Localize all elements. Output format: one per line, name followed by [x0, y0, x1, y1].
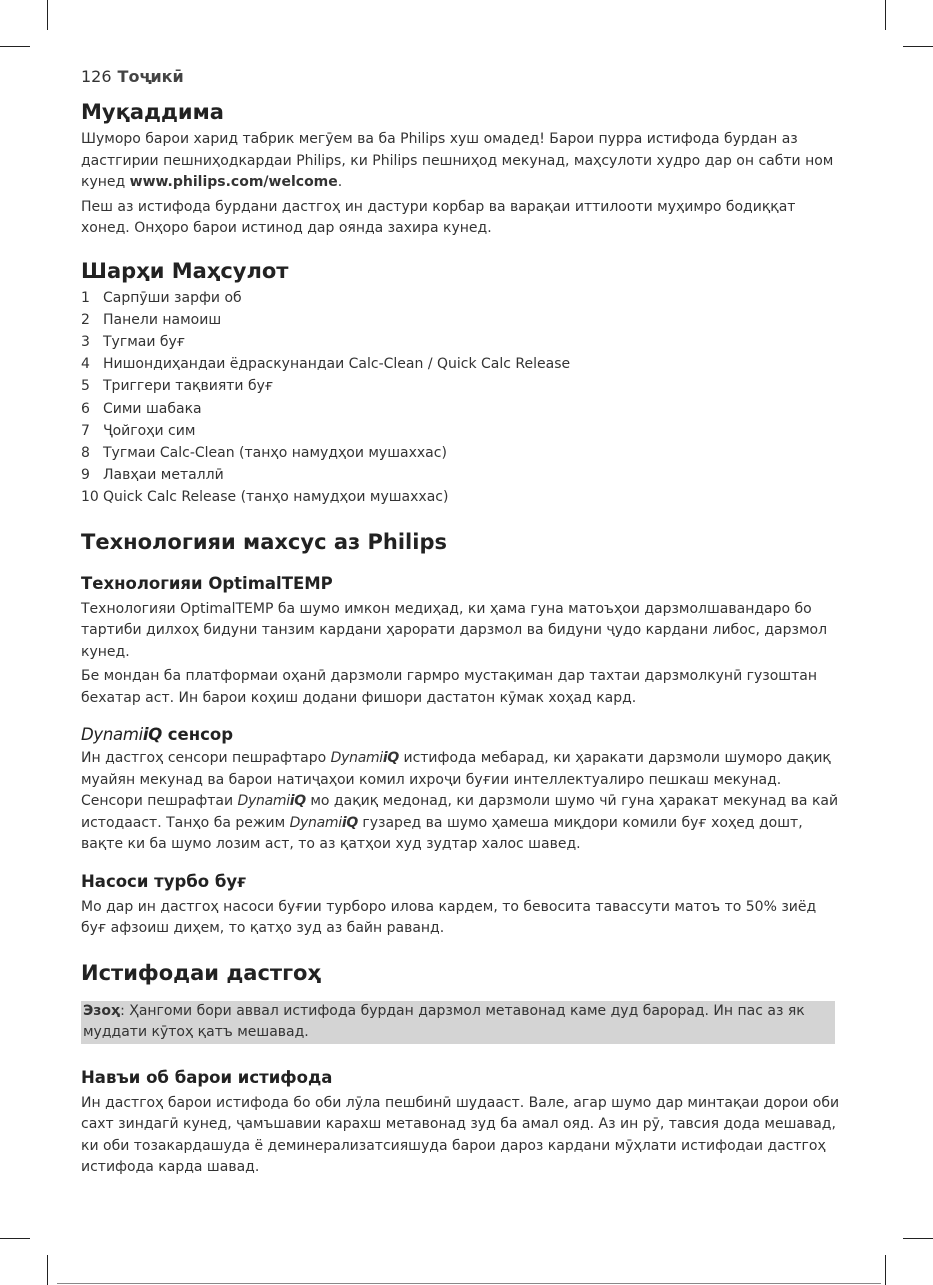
- intro-paragraph-2: Пеш аз истифода бурдани дастгоҳ ин дастури корбар ва варақаи иттилооти муҳимро бодиққат хонед. Онҳоро барои истинод дар оянда захира кунед.: [81, 198, 796, 236]
- crop-mark: [0, 1238, 30, 1239]
- water-type-title: Навъи об барои истифода: [81, 1067, 333, 1087]
- crop-mark: [47, 1255, 48, 1285]
- technology-title: Технологияи махсус аз Philips: [81, 529, 447, 554]
- optimaltemp-paragraph-1: Технологияи OptimalTEMP ба шумо имкон медиҳад, ки ҳама гуна матоъҳои дарзмолшавандаро бо тартиби дилхоҳ бидуни танзим кардани ҳарорати дарзмол ва бидуни ҷудо кардани либос, дарзмол кунед.: [81, 600, 828, 660]
- list-item: 10 Quick Calc Release (танҳо намудҳои мушаххас): [81, 489, 449, 506]
- crop-mark: [903, 1238, 933, 1239]
- philips-welcome-link[interactable]: www.philips.com/welcome: [129, 174, 338, 190]
- dynamiq-sensor-title: DynamiiQ сенсор: [81, 725, 234, 745]
- list-item: 4 Нишондиҳандаи ёдраскунандаи Calc-Clean / Quick Calc Release: [81, 356, 571, 373]
- dynamiq-logo: DynamiiQ: [237, 793, 306, 810]
- list-item: 5 Триггери тақвияти буғ: [81, 378, 274, 395]
- intro-paragraph-1: Шуморо барои харид табрик мегӯем ва ба Philips хуш омадед! Барои пурра истифода бурдан аз дастгирии пешниҳодкардаи Philips, ки Philips пешниҳод мекунад, маҳсулоти худро дар он сабти ном кунед www.philips.com/welcome.: [81, 131, 834, 190]
- note-box: [81, 1001, 835, 1044]
- list-item: 8 Тугмаи Calc-Clean (танҳо намудҳои мушаххас): [81, 444, 447, 461]
- page-bottom-rule: [57, 1283, 881, 1284]
- list-item: 7 Ҷойгоҳи сим: [81, 422, 196, 439]
- product-overview-list: [81, 287, 841, 509]
- turbo-pump-paragraph: Мо дар ин дастгоҳ насоси буғии турборо илова кардем, то бевосита тавассути матоъ то 50% зиёд буғ афзоиш диҳем, то қатҳо зуд аз байн раванд.: [81, 898, 817, 937]
- optimaltemp-paragraph-2: Бе мондан ба платформаи оҳанӣ дарзмоли гармро мустақиман дар тахтаи дарзмолкунӣ гузоштан бехатар аст. Ин барои коҳиш додани фишори дастатон кӯмак хоҳад кард.: [81, 668, 817, 706]
- dynamiq-logo: DynamiiQ: [330, 750, 400, 767]
- usage-title: Истифодаи дастгоҳ: [81, 960, 322, 985]
- list-item: 3 Тугмаи буғ: [81, 333, 186, 350]
- dynamiq-logo: DynamiiQ: [81, 725, 162, 745]
- crop-mark: [903, 46, 933, 47]
- turbo-pump-title: Насоси турбо буғ: [81, 871, 247, 891]
- dynamiq-logo: DynamiiQ: [289, 814, 358, 831]
- note-text: Эзоҳ: Ҳангоми бори аввал истифода бурдан дарзмол метавонад каме дуд барорад. Ин пас аз як муддати кӯтоҳ қатъ мешавад.: [83, 1002, 805, 1041]
- intro-title: Муқаддима: [81, 100, 224, 124]
- document-page: [81, 66, 841, 1179]
- note-label: Эзоҳ: [83, 1002, 121, 1019]
- list-item: 2 Панели намоиш: [81, 311, 222, 328]
- optimaltemp-title: Технологияи OptimalTEMP: [81, 573, 333, 593]
- language-label: Тоҷикӣ: [117, 67, 184, 86]
- overview-title: Шарҳи Маҳсулот: [81, 258, 289, 283]
- crop-mark: [47, 0, 48, 30]
- crop-mark: [885, 0, 886, 30]
- water-type-paragraph: Ин дастгоҳ барои истифода бо оби лӯла пешбинӣ шудааст. Вале, агар шумо дар минтақаи дорои оби сахт зиндагӣ кунед, ҷамъшавии карахш метавонад зуд ба амал ояд. Аз ин рӯ, тавсия дода мешавад, ки оби тозакардашуда ё деминерализатсияшуда барои дароз кардани мӯҳлати истифодаи дастгоҳ истифода карда шавад.: [81, 1094, 840, 1176]
- page-number: 126: [81, 67, 112, 86]
- page-header: [81, 66, 841, 88]
- crop-mark: [0, 46, 30, 47]
- list-item: 1 Сарпӯши зарфи об: [81, 289, 242, 306]
- list-item: 6 Сими шабака: [81, 400, 202, 417]
- crop-mark: [885, 1255, 886, 1285]
- list-item: 9 Лавҳаи металлӣ: [81, 467, 224, 484]
- dynamiq-sensor-paragraph: Ин дастгоҳ сенсори пешрафтаро DynamiiQ истифода мебарад, ки ҳаракати дарзмоли шуморо дақиқ муайян мекунад ва барои натиҷаҳои комил ихроҷи буғии интеллектуалиро пешкаш мекунад. Сенсори пешрафтаи DynamiiQ мо дақиқ медонад, ки дарзмоли шумо чӣ гуна ҳаракат мекунад ва кай истодааст. Танҳо ба режим DynamiiQ гузаред ва шумо ҳамеша миқдори комили буғ хоҳед дошт, вақте ки ба шумо лозим аст, то аз қатҳои худ зудтар халос шавед.: [81, 750, 839, 853]
